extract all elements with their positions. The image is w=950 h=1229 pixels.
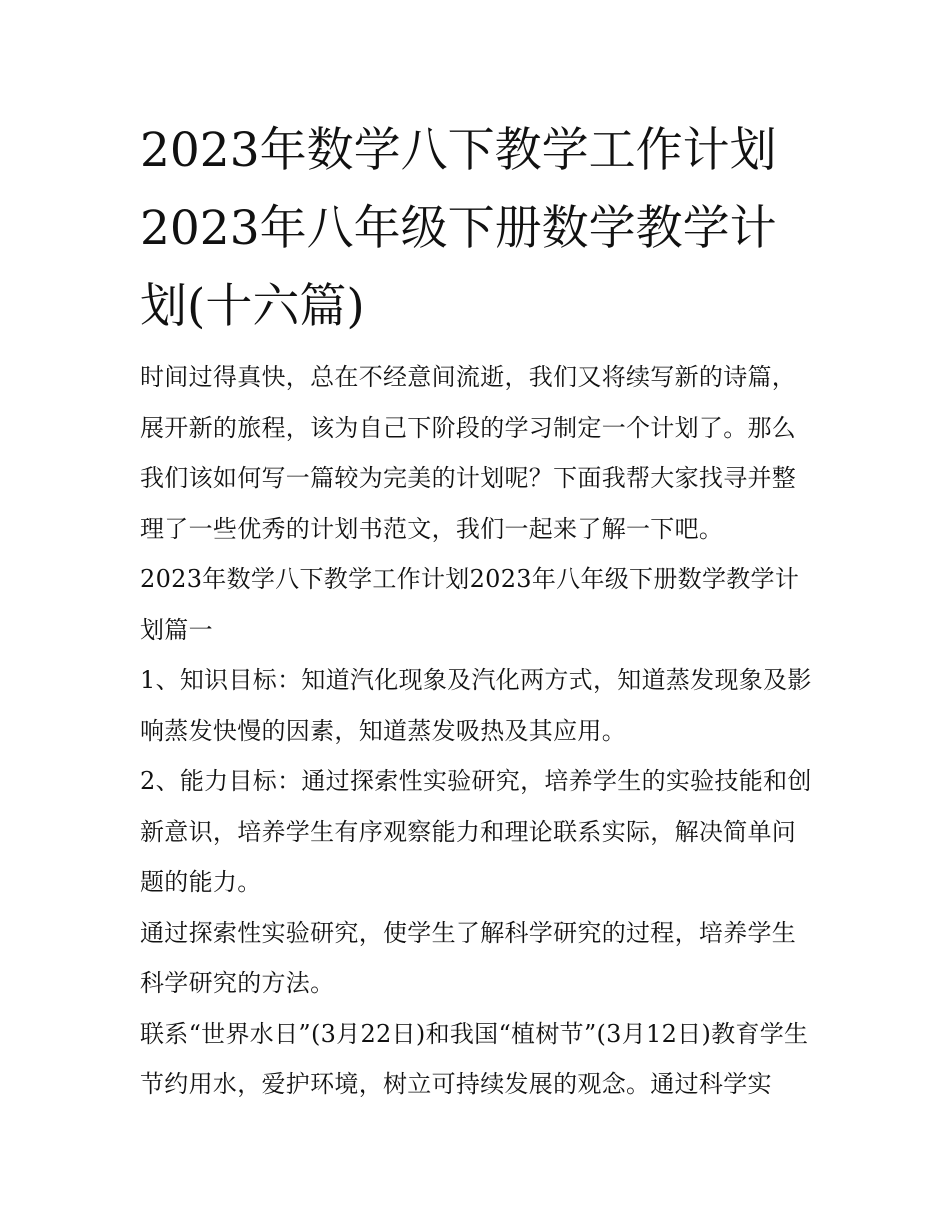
document-page	[140, 112, 820, 1110]
section-heading: 2023年数学八下教学工作计划2023年八年级下册数学教学计划篇一	[140, 565, 800, 644]
title-line-1: 2023年数学八下教学工作计划	[140, 123, 777, 178]
document-title	[140, 112, 820, 346]
intro-paragraph: 时间过得真快，总在不经意间流逝，我们又将续写新的诗篇，展开新的旅程，该为自己下阶段的学习制定一个计划了。那么我们该如何写一篇较为完美的计划呢？下面我帮大家找寻并整理了一些优秀的计划书范文，我们一起来了解一下吧。	[140, 363, 797, 543]
title-line-2: 2023年八年级下册数学教学计	[140, 201, 777, 256]
process-paragraph: 通过探索性实验研究，使学生了解科学研究的过程，培养学生科学研究的方法。	[140, 918, 797, 997]
knowledge-goal-paragraph: 1、知识目标：知道汽化现象及汽化两方式，知道蒸发现象及影响蒸发快慢的因素，知道蒸发吸热及其应用。	[140, 666, 812, 745]
ability-goal-paragraph: 2、能力目标：通过探索性实验研究，培养学生的实验技能和创新意识，培养学生有序观察能力和理论联系实际，解决简单问题的能力。	[140, 767, 812, 896]
education-paragraph: 联系“世界水日”(3月22日)和我国“植树节”(3月12日)教育学生节约用水，爱护环境，树立可持续发展的观念。通过科学实	[140, 1019, 809, 1098]
title-line-3: 划(十六篇)	[140, 279, 365, 334]
